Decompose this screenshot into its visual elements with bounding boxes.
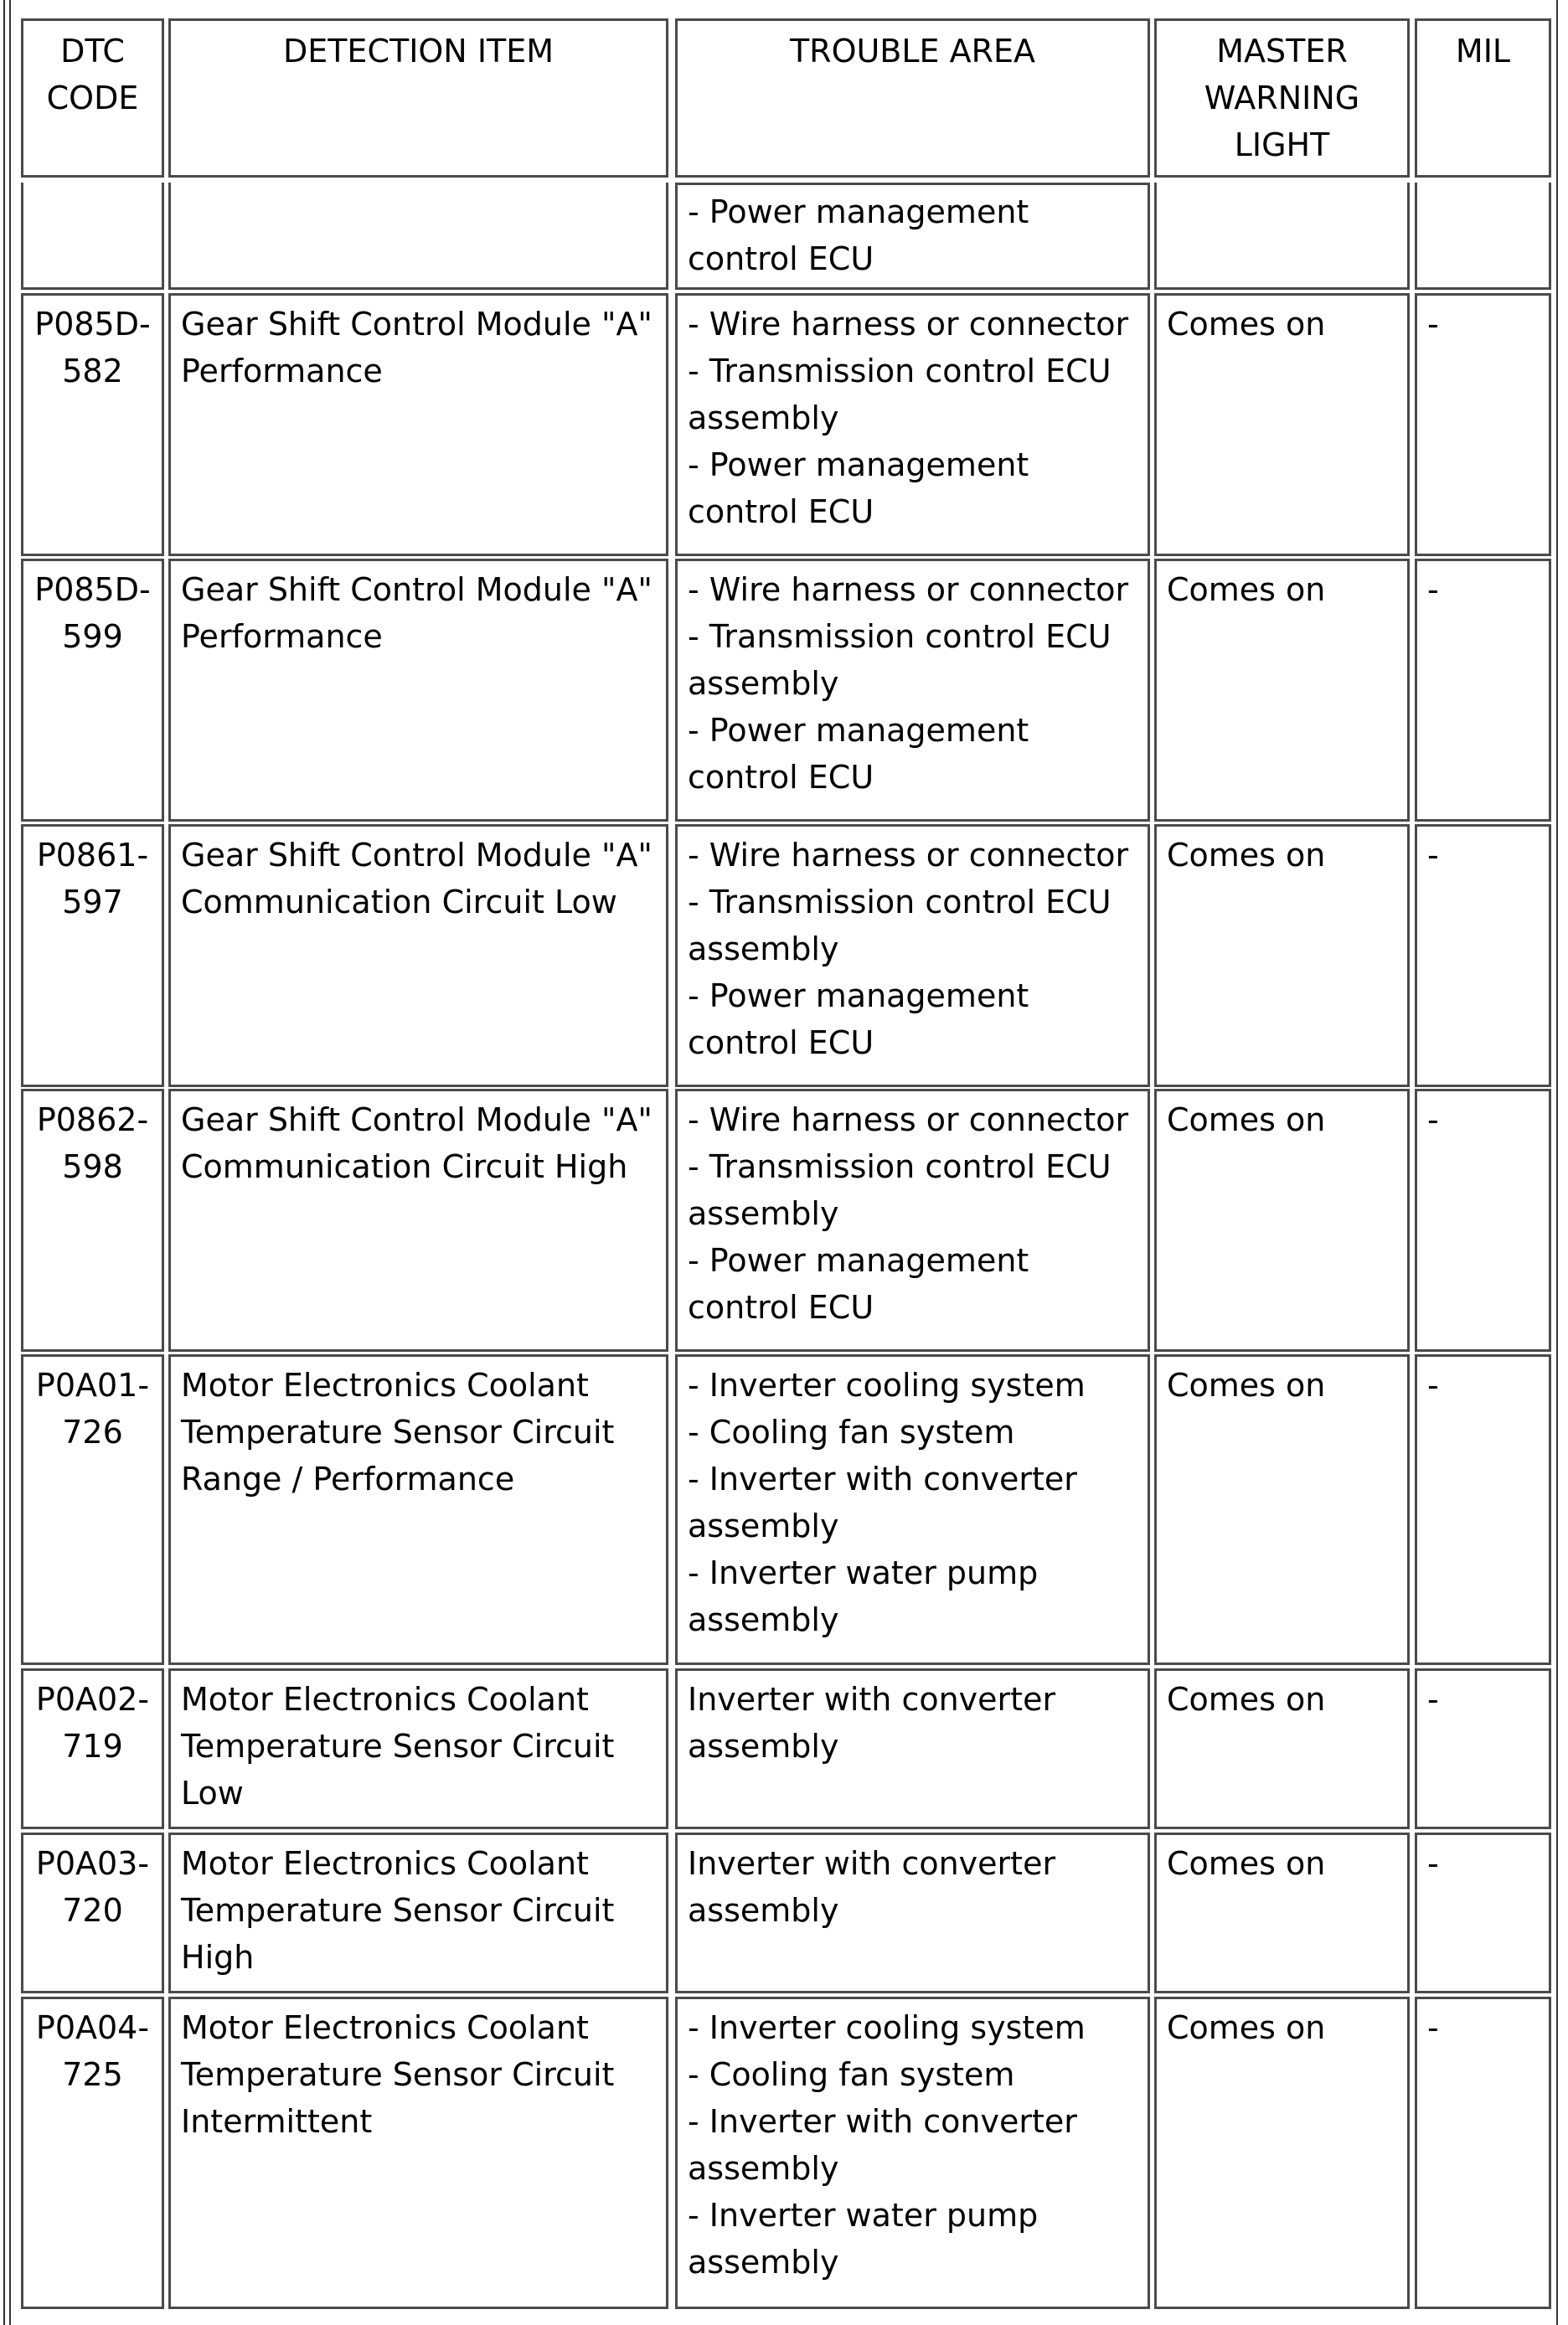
detection-item-text: Motor Electronics Coolant: [181, 2009, 589, 2046]
trouble-area-line: - Power management: [688, 977, 1029, 1014]
mil-cell: [1415, 293, 1551, 556]
mil-cell: [1415, 1668, 1551, 1829]
master-warning-light-text: Comes on: [1167, 1101, 1326, 1138]
trouble-area-line: control ECU: [688, 493, 874, 530]
dtc-code-text: 597: [62, 884, 123, 920]
detection-item-text: Motor Electronics Coolant: [181, 1845, 589, 1882]
continued-item-cell: [168, 183, 668, 290]
page-left-border: [0, 0, 11, 2325]
trouble-area-line: - Wire harness or connector: [688, 306, 1129, 343]
trouble-area-line: - Wire harness or connector: [688, 571, 1129, 608]
continued-code-cell: [21, 183, 164, 290]
trouble-area-line: assembly: [688, 1728, 839, 1765]
detection-item-text: Intermittent: [181, 2103, 373, 2140]
trouble-area-line: - Inverter cooling system: [688, 2009, 1086, 2046]
dtc-code-text: 582: [62, 353, 123, 389]
trouble-area-line: - Inverter with converter: [688, 1461, 1077, 1498]
trouble-area-cell: [675, 1997, 1150, 2309]
master-warning-light-cell: [1154, 1833, 1410, 1993]
dtc-code-cell: [21, 1354, 164, 1665]
mil-text: -: [1427, 1367, 1439, 1404]
header-master-warning-light: [1154, 18, 1410, 178]
trouble-area-line: assembly: [688, 1892, 839, 1929]
detection-item-text: High: [181, 1939, 255, 1976]
detection-item-text: Temperature Sensor Circuit: [181, 2056, 615, 2093]
trouble-area-line: - Transmission control ECU: [688, 618, 1112, 655]
detection-item-text: Gear Shift Control Module "A": [181, 837, 652, 874]
master-warning-light-text: Comes on: [1167, 1845, 1326, 1882]
mil-text: -: [1427, 1681, 1439, 1718]
trouble-area-line: - Inverter with converter: [688, 2103, 1077, 2140]
dtc-code-cell: [21, 824, 164, 1087]
trouble-area-line: assembly: [688, 2150, 839, 2187]
trouble-area-cell: [675, 1089, 1150, 1352]
master-warning-light-cell: [1154, 1354, 1410, 1665]
detection-item-cell: [168, 1833, 668, 1993]
dtc-code-cell: [21, 559, 164, 822]
detection-item-text: Low: [181, 1775, 244, 1812]
detection-item-text: Communication Circuit Low: [181, 884, 617, 920]
detection-item-text: Communication Circuit High: [181, 1148, 628, 1185]
trouble-area-line: control ECU: [688, 1289, 874, 1326]
detection-item-cell: [168, 1997, 668, 2309]
master-warning-light-cell: [1154, 559, 1410, 822]
master-warning-light-text: Comes on: [1167, 306, 1326, 343]
dtc-code-text: P0861-: [36, 837, 149, 874]
detection-item-text: Temperature Sensor Circuit: [181, 1728, 615, 1765]
mil-text: -: [1427, 306, 1439, 343]
mil-text: -: [1427, 571, 1439, 608]
header-trouble-area: [675, 18, 1150, 178]
mil-cell: [1415, 1997, 1551, 2309]
header-text: CODE: [46, 80, 139, 116]
mil-cell: [1415, 1354, 1551, 1665]
trouble-area-cell: [675, 1833, 1150, 1993]
master-warning-light-text: Comes on: [1167, 837, 1326, 874]
dtc-code-cell: [21, 1668, 164, 1829]
dtc-code-cell: [21, 1089, 164, 1352]
detection-item-text: Performance: [181, 353, 383, 389]
header-text: LIGHT: [1234, 126, 1330, 163]
detection-item-cell: [168, 559, 668, 822]
dtc-code-cell: [21, 1997, 164, 2309]
header-text: MIL: [1455, 33, 1511, 70]
dtc-code-text: P0862-: [36, 1101, 149, 1138]
dtc-code-text: 719: [62, 1728, 123, 1765]
trouble-area-line: assembly: [688, 931, 839, 967]
master-warning-light-text: Comes on: [1167, 2009, 1326, 2046]
detection-item-text: Range / Performance: [181, 1461, 515, 1498]
trouble-area-line: control ECU: [688, 1024, 874, 1061]
continued-mil-cell: [1415, 183, 1551, 290]
master-warning-light-text: Comes on: [1167, 1681, 1326, 1718]
dtc-code-text: P0A01-: [35, 1367, 150, 1404]
master-warning-light-cell: [1154, 824, 1410, 1087]
header-text: WARNING: [1204, 80, 1360, 116]
mil-cell: [1415, 559, 1551, 822]
master-warning-light-cell: [1154, 1997, 1410, 2309]
trouble-area-line: - Inverter water pump: [688, 1554, 1039, 1591]
header-text: MASTER: [1216, 33, 1348, 70]
dtc-code-cell: [21, 293, 164, 556]
trouble-area-cell: [675, 824, 1150, 1087]
dtc-code-text: 599: [62, 618, 123, 655]
mil-cell: [1415, 824, 1551, 1087]
dtc-code-text: 598: [62, 1148, 123, 1185]
master-warning-light-cell: [1154, 293, 1410, 556]
detection-item-text: Motor Electronics Coolant: [181, 1681, 589, 1718]
trouble-area-line: - Transmission control ECU: [688, 1148, 1112, 1185]
mil-text: -: [1427, 2009, 1439, 2046]
header-detection-item: [168, 18, 668, 178]
detection-item-cell: [168, 1089, 668, 1352]
trouble-area-cell: [675, 559, 1150, 822]
continued-area-cell: [675, 183, 1150, 290]
trouble-area-line: - Power management: [688, 712, 1029, 749]
detection-item-text: Gear Shift Control Module "A": [181, 306, 652, 343]
trouble-area-line: assembly: [688, 1508, 839, 1544]
continued-mwl-cell: [1154, 183, 1410, 290]
trouble-area-line: - Wire harness or connector: [688, 1101, 1129, 1138]
trouble-area-line: - Power management: [688, 193, 1029, 230]
trouble-area-line: Inverter with converter: [688, 1845, 1056, 1882]
detection-item-cell: [168, 1668, 668, 1829]
detection-item-text: Motor Electronics Coolant: [181, 1367, 589, 1404]
detection-item-text: Performance: [181, 618, 383, 655]
header-dtc-code: [21, 18, 164, 178]
dtc-code-cell: [21, 1833, 164, 1993]
trouble-area-line: assembly: [688, 1601, 839, 1638]
trouble-area-line: - Cooling fan system: [688, 1414, 1015, 1451]
master-warning-light-text: Comes on: [1167, 1367, 1326, 1404]
trouble-area-line: assembly: [688, 400, 839, 436]
detection-item-cell: [168, 824, 668, 1087]
header-text: DTC: [60, 33, 125, 70]
dtc-code-text: P0A04-: [35, 2009, 150, 2046]
trouble-area-line: - Inverter water pump: [688, 2197, 1039, 2234]
mil-cell: [1415, 1833, 1551, 1993]
detection-item-text: Gear Shift Control Module "A": [181, 1101, 652, 1138]
detection-item-text: Temperature Sensor Circuit: [181, 1414, 615, 1451]
mil-cell: [1415, 1089, 1551, 1352]
dtc-code-text: 726: [62, 1414, 123, 1451]
trouble-area-line: control ECU: [688, 759, 874, 796]
trouble-area-cell: [675, 1668, 1150, 1829]
page-right-border: [1556, 0, 1568, 2325]
trouble-area-line: assembly: [688, 1195, 839, 1232]
dtc-code-text: 720: [62, 1892, 123, 1929]
detection-item-cell: [168, 1354, 668, 1665]
mil-text: -: [1427, 837, 1439, 874]
detection-item-text: Gear Shift Control Module "A": [181, 571, 652, 608]
trouble-area-cell: [675, 293, 1150, 556]
trouble-area-line: assembly: [688, 665, 839, 702]
dtc-code-text: P0A02-: [35, 1681, 150, 1718]
detection-item-text: Temperature Sensor Circuit: [181, 1892, 615, 1929]
dtc-code-text: P085D-: [34, 306, 151, 343]
trouble-area-line: - Cooling fan system: [688, 2056, 1015, 2093]
master-warning-light-cell: [1154, 1089, 1410, 1352]
trouble-area-line: assembly: [688, 2244, 839, 2281]
trouble-area-line: - Transmission control ECU: [688, 884, 1112, 920]
mil-text: -: [1427, 1101, 1439, 1138]
detection-item-cell: [168, 293, 668, 556]
dtc-code-text: P085D-: [34, 571, 151, 608]
header-text: TROUBLE AREA: [789, 33, 1036, 70]
master-warning-light-cell: [1154, 1668, 1410, 1829]
dtc-code-text: 725: [62, 2056, 123, 2093]
header-text: DETECTION ITEM: [282, 33, 554, 70]
trouble-area-line: - Inverter cooling system: [688, 1367, 1086, 1404]
dtc-code-text: P0A03-: [35, 1845, 150, 1882]
master-warning-light-text: Comes on: [1167, 571, 1326, 608]
trouble-area-line: control ECU: [688, 240, 874, 277]
trouble-area-line: - Power management: [688, 1242, 1029, 1279]
trouble-area-line: - Transmission control ECU: [688, 353, 1112, 389]
trouble-area-line: - Wire harness or connector: [688, 837, 1129, 874]
header-mil: [1415, 18, 1551, 178]
trouble-area-line: - Power management: [688, 446, 1029, 483]
mil-text: -: [1427, 1845, 1439, 1882]
trouble-area-cell: [675, 1354, 1150, 1665]
trouble-area-line: Inverter with converter: [688, 1681, 1056, 1718]
